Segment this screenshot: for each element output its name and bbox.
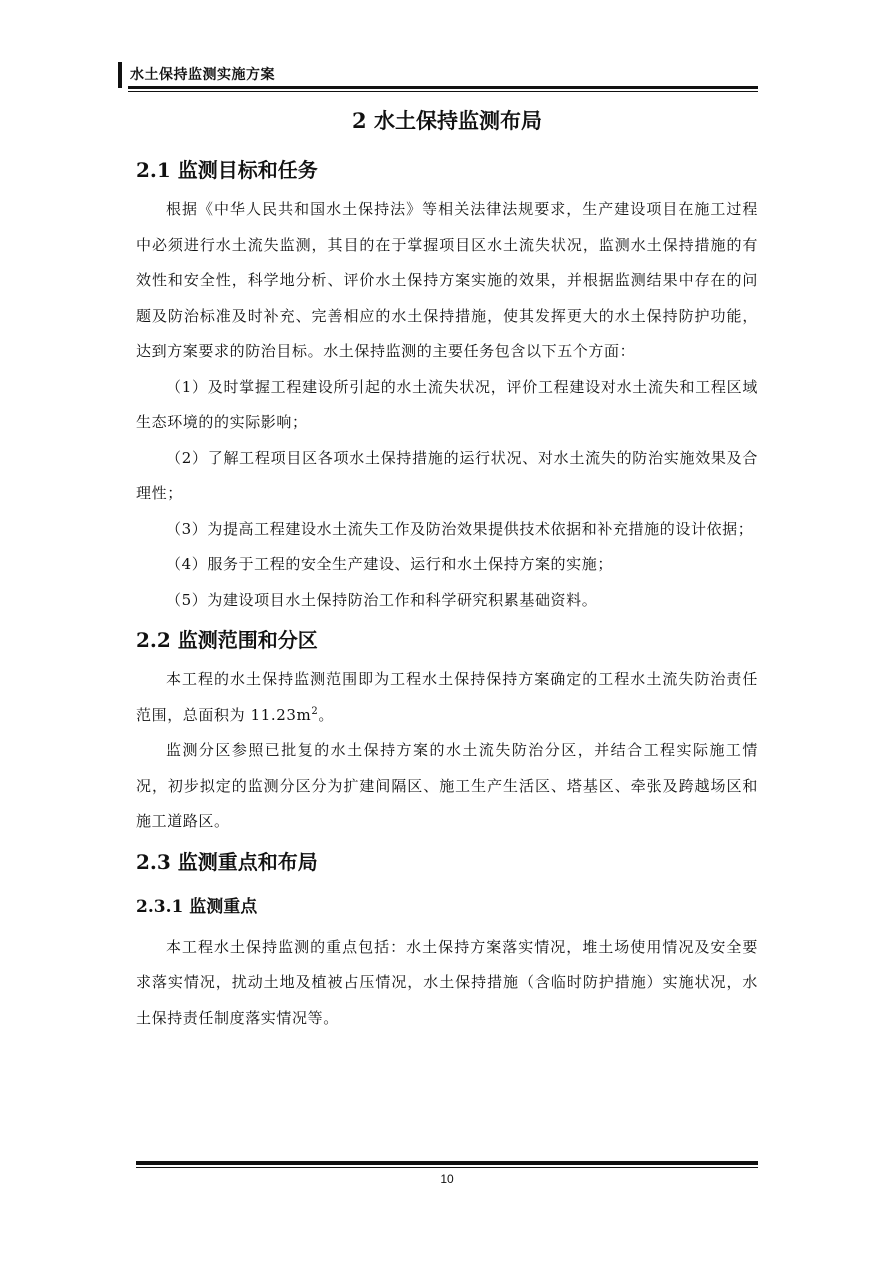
paragraph-text: 本工程的水土保持监测范围即为工程水土保持保持方案确定的工程水土流失防治责任范围，总面积为 11.23m	[136, 670, 758, 724]
paragraph	[136, 662, 758, 733]
header-rule	[128, 86, 758, 89]
header-rule-thin	[128, 91, 758, 92]
section-heading-2-2: 2.2 监测范围和分区	[136, 628, 318, 652]
footer-rule-thin	[136, 1167, 758, 1168]
paragraph-end: 。	[318, 705, 334, 724]
page-number: 10	[440, 1172, 454, 1186]
paragraph: 根据《中华人民共和国水土保持法》等相关法律法规要求，生产建设项目在施工过程中必须进行水土流失监测，其目的在于掌握项目区水土流失状况，监测水土保持措施的有效性和安全性，科学地分析、评价水土保持方案实施的效果，并根据监测结果中存在的问题及防治标准及时补充、完善相应的水土保持措施，使其发挥更大的水土保持防护功能，达到方案要求的防治目标。水土保持监测的主要任务包含以下五个方面：	[136, 200, 758, 360]
header-accent-bar	[118, 62, 122, 88]
paragraph: 本工程水土保持监测的重点包括：水土保持方案落实情况，堆土场使用情况及安全要求落实情况，扰动土地及植被占压情况，水土保持措施（含临时防护措施）实施状况，水土保持责任制度落实情况等。	[136, 937, 758, 1027]
section-heading-2-3: 2.3 监测重点和布局	[136, 849, 318, 874]
superscript: 2	[311, 705, 319, 717]
chapter-title: 2 水土保持监测布局	[352, 108, 542, 133]
list-item: （5）为建设项目水土保持防治工作和科学研究积累基础资料。	[166, 590, 598, 609]
subsection-heading-2-3-1: 2.3.1 监测重点	[136, 896, 258, 917]
list-item: （2）了解工程项目区各项水土保持措施的运行状况、对水土流失的防治实施效果及合理性；	[136, 448, 758, 502]
document-body	[136, 104, 758, 1036]
section-heading-2-1: 2.1 监测目标和任务	[136, 158, 318, 182]
list-item: （1）及时掌握工程建设所引起的水土流失状况，评价工程建设对水土流失和工程区域生态环境的的实际影响；	[136, 377, 758, 431]
footer-rule	[136, 1161, 758, 1165]
list-item: （4）服务于工程的安全生产建设、运行和水土保持方案的实施；	[166, 555, 613, 573]
list-item: （3）为提高工程建设水土流失工作及防治效果提供技术依据和补充措施的设计依据；	[166, 519, 754, 538]
header-title: 水土保持监测实施方案	[130, 67, 275, 83]
paragraph: 监测分区参照已批复的水土保持方案的水土流失防治分区，并结合工程实际施工情况，初步拟定的监测分区分为扩建间隔区、施工生产生活区、塔基区、牵张及跨越场区和施工道路区。	[136, 741, 758, 830]
